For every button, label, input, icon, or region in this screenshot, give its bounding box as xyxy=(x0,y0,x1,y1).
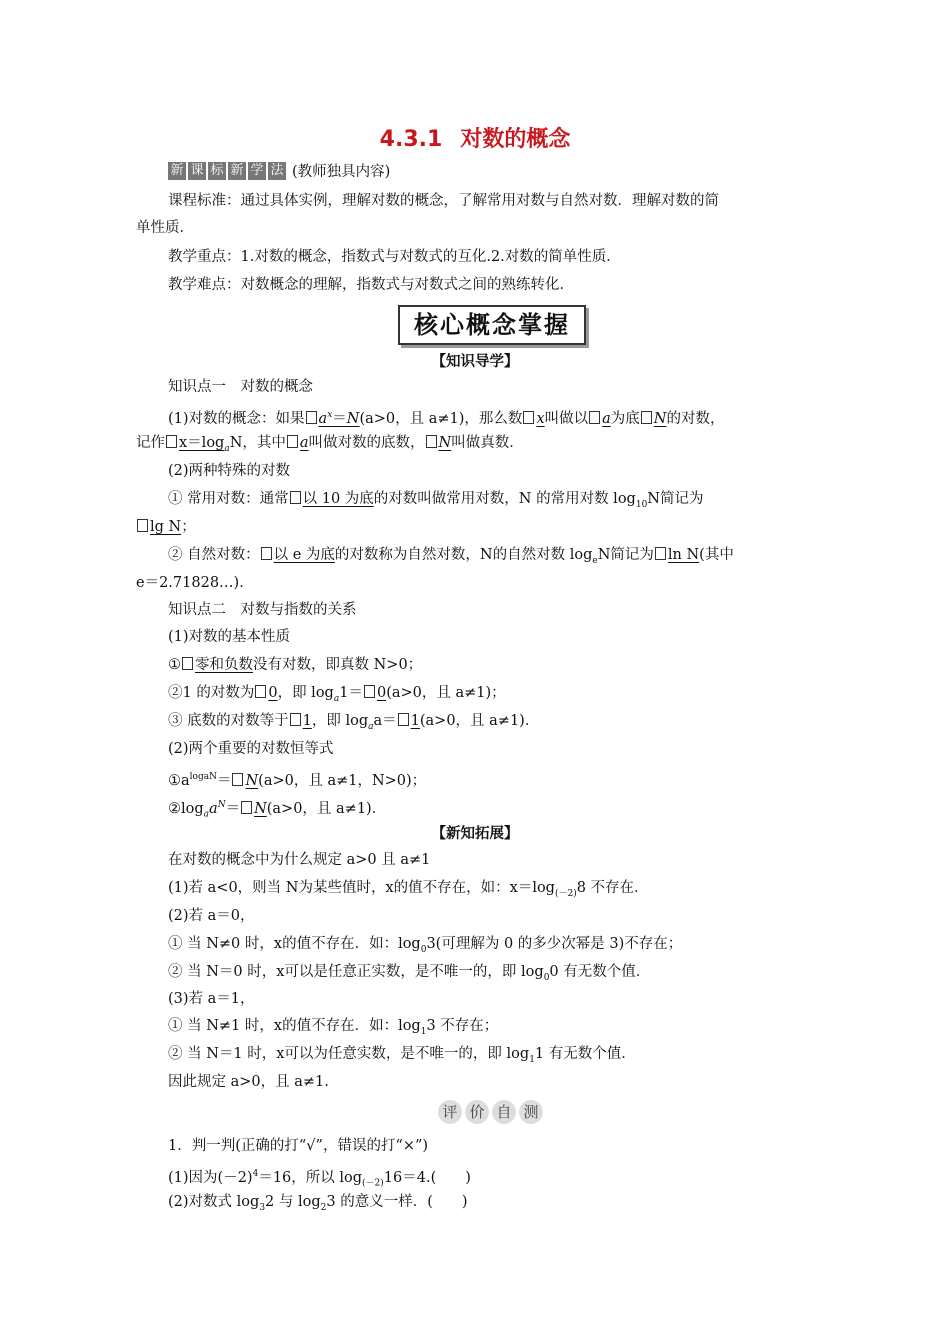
teaching-key-points: 教学重点：1.对数的概念，指数式与对数式的互化.2.对数的简单性质． xyxy=(168,249,621,265)
text: (1)因为(－2) xyxy=(168,1169,253,1186)
text: ① 常用对数：通常 xyxy=(168,491,289,507)
expand-line xyxy=(168,962,650,988)
exercise-q1: 1．判一判(正确的打“√”，错误的打“×”) xyxy=(168,1138,429,1154)
blank-box xyxy=(137,519,148,532)
expand-line: (3)若 a＝1， xyxy=(168,991,255,1007)
text: ① 当 N≠0 时，x的值不存在．如：log xyxy=(168,936,421,952)
expand-line xyxy=(168,878,649,904)
text: 以 e 为底 xyxy=(273,547,335,563)
blank-box xyxy=(641,411,652,424)
text: 0 xyxy=(268,685,278,701)
blank-box xyxy=(523,411,534,424)
kp1-definition xyxy=(168,405,724,429)
text: 8 不存在． xyxy=(576,880,649,896)
text: 16＝4.( ) xyxy=(383,1169,471,1186)
badge-char: 新 xyxy=(168,162,186,180)
text: (a>0，且 a≠1)． xyxy=(266,800,387,817)
text: a xyxy=(224,443,230,454)
expand-line xyxy=(168,1044,636,1070)
text: 3 不存在； xyxy=(426,1018,499,1034)
text: 没有对数，即真数 N>0； xyxy=(253,657,423,673)
kp1-title: 知识点一 对数的概念 xyxy=(168,379,313,395)
text: N简记为 xyxy=(597,547,654,563)
text: a xyxy=(602,410,611,427)
text: x＝log xyxy=(179,435,225,451)
blank-box xyxy=(166,435,177,448)
text: ； xyxy=(181,519,196,535)
expand-line: (2)若 a＝0， xyxy=(168,908,255,924)
blank-box xyxy=(255,685,266,698)
badge-char: 标 xyxy=(208,162,226,180)
text: N xyxy=(438,435,452,451)
text: N简记为 xyxy=(647,491,704,507)
text: 1 xyxy=(420,1026,427,1037)
text: ②log xyxy=(168,800,204,817)
badge-note: (教师独具内容) xyxy=(292,164,391,180)
text: a xyxy=(203,809,210,820)
knowledge-guide-heading: 【知识导学】 xyxy=(431,354,519,370)
text: (－2) xyxy=(362,1178,384,1189)
text: 0 有无数个值． xyxy=(549,964,651,980)
text: ①a xyxy=(168,772,190,789)
text: (1)对数的概念：如果 xyxy=(168,410,305,427)
badge-char: 课 xyxy=(188,162,206,180)
text: 0 xyxy=(420,944,427,955)
blank-box xyxy=(287,435,298,448)
section-number: 4.3.1 xyxy=(379,127,443,152)
text: ln N xyxy=(667,547,700,563)
self-evaluation-banner xyxy=(438,1100,543,1124)
blank-box xyxy=(306,411,317,424)
text: ② 当 N＝0 时，x可以是任意正实数，是不唯一的，即 log xyxy=(168,964,544,980)
badge-char: 新 xyxy=(228,162,246,180)
text: ＝ xyxy=(225,800,241,817)
text: 2 xyxy=(320,1202,327,1213)
text: 0 xyxy=(543,972,550,983)
text: ，即 log xyxy=(277,685,334,701)
text: N，其中 xyxy=(229,435,286,451)
blank-box xyxy=(364,685,375,698)
kp2-prop-2 xyxy=(168,683,506,709)
text: N xyxy=(245,772,259,789)
eval-char: 评 xyxy=(438,1100,462,1124)
text: N xyxy=(653,410,667,427)
text: ① 当 N≠1 时，x的值不存在．如：log xyxy=(168,1018,421,1034)
expand-line: 因此规定 a>0，且 a≠1. xyxy=(168,1074,329,1090)
blank-box xyxy=(232,773,243,786)
text: (a>0，且 a≠1)； xyxy=(386,685,506,701)
text: 1 xyxy=(410,713,420,729)
text: (a>0，且 a≠1)． xyxy=(419,713,540,729)
kp1-two-types: (2)两种特殊的对数 xyxy=(168,463,291,479)
text: 叫做对数的底数， xyxy=(308,435,425,451)
text: ② 自然对数： xyxy=(168,547,260,563)
text: (2)对数式 log xyxy=(168,1194,260,1210)
text: x xyxy=(536,410,545,427)
kp2-identity-2 xyxy=(168,795,386,825)
text: 4 xyxy=(252,1169,259,1179)
kp1-natural-log-cont: e＝2.71828…)． xyxy=(136,575,254,591)
blank-box xyxy=(589,411,600,424)
new-knowledge-heading: 【新知拓展】 xyxy=(431,826,519,842)
text: lg N xyxy=(150,519,182,535)
text: 记作 xyxy=(136,435,165,451)
text: 叫做以 xyxy=(544,410,589,427)
badge-char: 法 xyxy=(268,162,286,180)
text: (a>0，且 a≠1，N>0)； xyxy=(258,772,427,789)
text: 叫做真数． xyxy=(451,435,524,451)
text: (a>0，且 a≠1)，那么数 xyxy=(359,410,523,427)
text: 0 xyxy=(376,685,387,701)
eval-char: 价 xyxy=(465,1100,489,1124)
text: 1 xyxy=(529,1054,535,1065)
text: ＝ xyxy=(332,410,347,427)
text: ③ 底数的对数等于 xyxy=(168,713,289,729)
text: 2 与 log xyxy=(265,1194,321,1210)
text: 3 xyxy=(259,1202,266,1213)
text: ，即 log xyxy=(311,713,369,729)
eval-char: 测 xyxy=(519,1100,543,1124)
blank-box xyxy=(241,801,252,814)
text: a xyxy=(318,410,328,427)
blank-box xyxy=(290,713,301,726)
text: a xyxy=(333,693,340,704)
new-curriculum-badges xyxy=(168,160,390,181)
section-title: 对数的概念 xyxy=(460,127,571,152)
kp2-prop-1 xyxy=(168,655,422,675)
kp2-title: 知识点二 对数与指数的关系 xyxy=(168,602,357,618)
text: 以 10 为底 xyxy=(302,491,374,507)
blank-box xyxy=(182,657,193,670)
text: x xyxy=(327,410,333,420)
text: N xyxy=(217,800,226,810)
text: (1)若 a<0，则当 N为某些值时，x的值不存在，如：x＝log xyxy=(168,880,555,896)
text: 1＝ xyxy=(339,685,363,701)
text: ② 当 N＝1 时，x可以为任意实数，是不唯一的，即 log xyxy=(168,1046,530,1062)
text: ＝16，所以 log xyxy=(258,1169,363,1186)
text: a xyxy=(209,800,218,817)
blank-box xyxy=(426,435,437,448)
kp2-prop-3 xyxy=(168,711,539,737)
text: logaN xyxy=(189,772,217,782)
blank-box xyxy=(261,547,272,560)
eval-char: 自 xyxy=(492,1100,516,1124)
blank-box xyxy=(655,547,666,560)
text: N xyxy=(346,410,360,427)
text: ②1 的对数为 xyxy=(168,685,255,701)
kp1-common-log-cont xyxy=(136,517,196,537)
curriculum-standard: 课程标准：通过具体实例，理解对数的概念，了解常用对数与自然对数．理解对数的简 xyxy=(168,193,719,209)
text: 3(可理解为 0 的多少次幂是 3)不存在； xyxy=(426,936,683,952)
text: (－2) xyxy=(554,888,577,899)
text: 10 xyxy=(635,499,648,510)
blank-box xyxy=(290,491,301,504)
section-banner: 核心概念掌握 xyxy=(398,305,586,345)
text: 3 的意义一样．( ) xyxy=(326,1194,468,1210)
text: 的对数叫做常用对数， xyxy=(373,491,519,507)
text: 1 xyxy=(302,713,312,729)
expand-line: 在对数的概念中为什么规定 a>0 且 a≠1 xyxy=(168,852,431,868)
text: 的对数称为自然对数，N的自然对数 log xyxy=(334,547,593,563)
text: a xyxy=(299,435,309,451)
text: (其中 xyxy=(699,547,734,563)
page-title xyxy=(0,122,950,153)
text: N xyxy=(254,800,267,817)
expand-line xyxy=(168,1016,498,1042)
text: 为底 xyxy=(610,410,640,427)
badge-char: 学 xyxy=(248,162,266,180)
text: 的对数， xyxy=(666,410,725,427)
blank-box xyxy=(398,713,409,726)
kp2-identity-1 xyxy=(168,767,426,791)
text: ① xyxy=(168,657,181,673)
text: a＝ xyxy=(373,713,397,729)
exercise-q1-2 xyxy=(168,1192,468,1218)
kp1-common-log xyxy=(168,489,703,515)
kp1-natural-log xyxy=(168,545,734,571)
teaching-difficulties: 教学难点：对数概念的理解，指数式与对数式之间的熟练转化． xyxy=(168,277,574,293)
expand-line xyxy=(168,934,682,960)
text: ＝ xyxy=(216,772,232,789)
text: 1 有无数个值． xyxy=(534,1046,636,1062)
text: N 的常用对数 log xyxy=(518,491,636,507)
kp2-props: (1)对数的基本性质 xyxy=(168,629,291,645)
kp1-definition-cont xyxy=(136,433,524,459)
text: 零和负数 xyxy=(195,657,253,673)
kp2-identities: (2)两个重要的对数恒等式 xyxy=(168,741,334,757)
curriculum-standard-cont: 单性质． xyxy=(136,220,194,236)
text: a xyxy=(368,721,374,732)
text: e xyxy=(592,555,598,566)
exercise-q1-1 xyxy=(168,1164,471,1194)
